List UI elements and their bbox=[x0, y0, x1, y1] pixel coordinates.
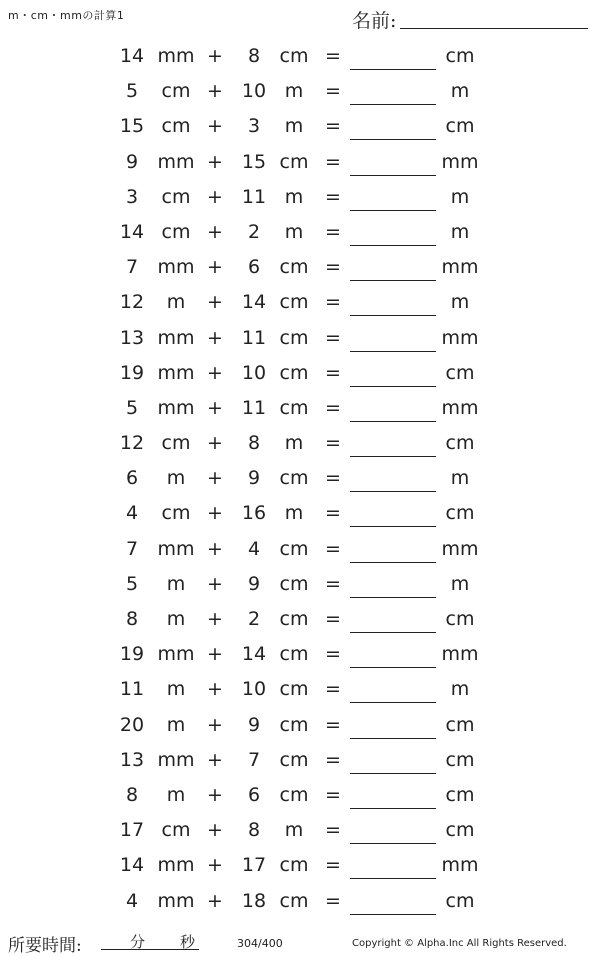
second-unit: m bbox=[284, 185, 304, 208]
problem-row bbox=[0, 778, 600, 813]
second-number: 10 bbox=[241, 678, 267, 701]
second-number: 15 bbox=[241, 150, 267, 173]
second-number: 9 bbox=[247, 467, 261, 490]
plus-sign: + bbox=[207, 361, 223, 384]
equals-sign: = bbox=[325, 819, 341, 842]
plus-sign: + bbox=[207, 80, 223, 103]
problem-row bbox=[0, 426, 600, 461]
page-number: 304/400 bbox=[237, 937, 283, 950]
equals-sign: = bbox=[325, 361, 341, 384]
first-unit: mm bbox=[157, 643, 195, 666]
result-unit: cm bbox=[445, 432, 475, 455]
first-unit: m bbox=[166, 467, 186, 490]
answer-blank[interactable] bbox=[350, 573, 436, 598]
answer-blank[interactable] bbox=[350, 397, 436, 422]
second-unit: cm bbox=[279, 678, 309, 701]
answer-blank[interactable] bbox=[350, 749, 436, 774]
plus-sign: + bbox=[207, 713, 223, 736]
result-unit: m bbox=[450, 467, 470, 490]
second-unit: cm bbox=[279, 889, 309, 912]
result-unit: cm bbox=[445, 115, 475, 138]
second-unit: m bbox=[284, 432, 304, 455]
second-number: 11 bbox=[241, 396, 267, 419]
minutes-label: 分 bbox=[130, 933, 146, 951]
result-unit: mm bbox=[441, 854, 479, 877]
first-number: 13 bbox=[119, 748, 145, 771]
result-unit: mm bbox=[441, 396, 479, 419]
first-unit: mm bbox=[157, 361, 195, 384]
second-unit: cm bbox=[279, 537, 309, 560]
plus-sign: + bbox=[207, 854, 223, 877]
first-unit: cm bbox=[161, 80, 191, 103]
second-number: 6 bbox=[247, 256, 261, 279]
first-number: 19 bbox=[119, 361, 145, 384]
result-unit: cm bbox=[445, 45, 475, 67]
first-unit: mm bbox=[157, 150, 195, 173]
plus-sign: + bbox=[207, 396, 223, 419]
first-unit: cm bbox=[161, 432, 191, 455]
first-number: 5 bbox=[125, 80, 139, 103]
equals-sign: = bbox=[325, 643, 341, 666]
second-number: 9 bbox=[247, 713, 261, 736]
plus-sign: + bbox=[207, 291, 223, 314]
result-unit: cm bbox=[445, 361, 475, 384]
plus-sign: + bbox=[207, 220, 223, 243]
equals-sign: = bbox=[325, 45, 341, 67]
first-number: 4 bbox=[125, 502, 139, 525]
equals-sign: = bbox=[325, 748, 341, 771]
answer-blank[interactable] bbox=[350, 221, 436, 246]
first-unit: cm bbox=[161, 220, 191, 243]
result-unit: m bbox=[450, 572, 470, 595]
second-unit: cm bbox=[279, 748, 309, 771]
result-unit: m bbox=[450, 678, 470, 701]
plus-sign: + bbox=[207, 432, 223, 455]
first-unit: cm bbox=[161, 819, 191, 842]
plus-sign: + bbox=[207, 608, 223, 630]
second-unit: cm bbox=[279, 291, 309, 314]
result-unit: cm bbox=[445, 608, 475, 630]
second-number: 6 bbox=[247, 783, 261, 806]
first-unit: cm bbox=[161, 502, 191, 525]
equals-sign: = bbox=[325, 678, 341, 701]
second-number: 8 bbox=[247, 819, 261, 842]
plus-sign: + bbox=[207, 185, 223, 208]
result-unit: m bbox=[450, 185, 470, 208]
plus-sign: + bbox=[207, 115, 223, 138]
second-number: 10 bbox=[241, 80, 267, 103]
equals-sign: = bbox=[325, 608, 341, 630]
second-unit: cm bbox=[279, 150, 309, 173]
equals-sign: = bbox=[325, 256, 341, 279]
first-unit: m bbox=[166, 291, 186, 314]
problem-row bbox=[0, 285, 600, 320]
answer-blank[interactable] bbox=[350, 819, 436, 844]
result-unit: mm bbox=[441, 537, 479, 560]
result-unit: m bbox=[450, 291, 470, 314]
problem-row bbox=[0, 461, 600, 496]
first-unit: mm bbox=[157, 256, 195, 279]
first-number: 17 bbox=[119, 819, 145, 842]
result-unit: cm bbox=[445, 748, 475, 771]
equals-sign: = bbox=[325, 326, 341, 349]
result-unit: mm bbox=[441, 326, 479, 349]
second-number: 4 bbox=[247, 537, 261, 560]
first-unit: mm bbox=[157, 854, 195, 877]
equals-sign: = bbox=[325, 502, 341, 525]
answer-blank[interactable] bbox=[350, 115, 436, 140]
result-unit: cm bbox=[445, 502, 475, 525]
first-unit: mm bbox=[157, 537, 195, 560]
problem-row bbox=[0, 321, 600, 356]
second-unit: cm bbox=[279, 326, 309, 349]
second-number: 2 bbox=[247, 608, 261, 630]
first-number: 12 bbox=[119, 291, 145, 314]
second-unit: cm bbox=[279, 572, 309, 595]
second-number: 10 bbox=[241, 361, 267, 384]
first-unit: mm bbox=[157, 396, 195, 419]
equals-sign: = bbox=[325, 572, 341, 595]
problem-row bbox=[0, 391, 600, 426]
result-unit: cm bbox=[445, 819, 475, 842]
copyright-notice: Copyright © Alpha.Inc All Rights Reserved. bbox=[352, 938, 567, 949]
problem-row bbox=[0, 602, 600, 637]
answer-blank[interactable] bbox=[350, 502, 436, 527]
second-number: 11 bbox=[241, 326, 267, 349]
equals-sign: = bbox=[325, 854, 341, 877]
first-unit: mm bbox=[157, 326, 195, 349]
equals-sign: = bbox=[325, 783, 341, 806]
plus-sign: + bbox=[207, 150, 223, 173]
answer-blank[interactable] bbox=[350, 643, 436, 668]
problem-row bbox=[0, 250, 600, 285]
equals-sign: = bbox=[325, 537, 341, 560]
second-unit: cm bbox=[279, 608, 309, 630]
problem-row bbox=[0, 109, 600, 144]
second-unit: cm bbox=[279, 783, 309, 806]
plus-sign: + bbox=[207, 467, 223, 490]
first-number: 8 bbox=[125, 608, 139, 630]
second-number: 11 bbox=[241, 185, 267, 208]
second-unit: m bbox=[284, 115, 304, 138]
second-unit: cm bbox=[279, 467, 309, 490]
plus-sign: + bbox=[207, 45, 223, 67]
problem-row bbox=[0, 672, 600, 707]
first-number: 15 bbox=[119, 115, 145, 138]
problem-row bbox=[0, 708, 600, 743]
second-number: 2 bbox=[247, 220, 261, 243]
first-unit: m bbox=[166, 572, 186, 595]
first-number: 3 bbox=[125, 185, 139, 208]
second-number: 14 bbox=[241, 643, 267, 666]
problem-row bbox=[0, 74, 600, 109]
first-number: 11 bbox=[119, 678, 145, 701]
first-unit: cm bbox=[161, 115, 191, 138]
first-unit: mm bbox=[157, 748, 195, 771]
answer-blank[interactable] bbox=[350, 291, 436, 316]
plus-sign: + bbox=[207, 643, 223, 666]
problem-row bbox=[0, 567, 600, 602]
first-number: 7 bbox=[125, 537, 139, 560]
answer-blank[interactable] bbox=[350, 784, 436, 809]
first-unit: m bbox=[166, 783, 186, 806]
answer-blank[interactable] bbox=[350, 854, 436, 879]
first-number: 14 bbox=[119, 220, 145, 243]
equals-sign: = bbox=[325, 80, 341, 103]
answer-blank[interactable] bbox=[350, 608, 436, 633]
second-number: 9 bbox=[247, 572, 261, 595]
first-number: 4 bbox=[125, 889, 139, 912]
first-number: 20 bbox=[119, 713, 145, 736]
second-number: 8 bbox=[247, 432, 261, 455]
answer-blank[interactable] bbox=[350, 256, 436, 281]
result-unit: cm bbox=[445, 889, 475, 912]
first-number: 5 bbox=[125, 396, 139, 419]
first-unit: mm bbox=[157, 889, 195, 912]
equals-sign: = bbox=[325, 467, 341, 490]
equals-sign: = bbox=[325, 396, 341, 419]
second-unit: cm bbox=[279, 256, 309, 279]
equals-sign: = bbox=[325, 713, 341, 736]
second-unit: cm bbox=[279, 854, 309, 877]
result-unit: m bbox=[450, 80, 470, 103]
problem-row bbox=[0, 180, 600, 215]
second-unit: cm bbox=[279, 396, 309, 419]
second-number: 8 bbox=[247, 45, 261, 67]
time-taken-label: 所要時間: bbox=[8, 936, 82, 956]
name-underline[interactable] bbox=[400, 28, 588, 29]
plus-sign: + bbox=[207, 326, 223, 349]
second-number: 16 bbox=[241, 502, 267, 525]
equals-sign: = bbox=[325, 220, 341, 243]
first-number: 5 bbox=[125, 572, 139, 595]
answer-blank[interactable] bbox=[350, 45, 436, 70]
first-unit: m bbox=[166, 713, 186, 736]
plus-sign: + bbox=[207, 256, 223, 279]
result-unit: mm bbox=[441, 643, 479, 666]
first-number: 13 bbox=[119, 326, 145, 349]
answer-blank[interactable] bbox=[350, 327, 436, 352]
problem-row bbox=[0, 884, 600, 919]
first-number: 12 bbox=[119, 432, 145, 455]
equals-sign: = bbox=[325, 115, 341, 138]
second-number: 18 bbox=[241, 889, 267, 912]
answer-blank[interactable] bbox=[350, 362, 436, 387]
first-number: 7 bbox=[125, 256, 139, 279]
answer-blank[interactable] bbox=[350, 467, 436, 492]
result-unit: m bbox=[450, 220, 470, 243]
first-unit: m bbox=[166, 678, 186, 701]
first-number: 14 bbox=[119, 854, 145, 877]
equals-sign: = bbox=[325, 432, 341, 455]
equals-sign: = bbox=[325, 889, 341, 912]
plus-sign: + bbox=[207, 889, 223, 912]
problem-row bbox=[0, 848, 600, 883]
second-unit: cm bbox=[279, 361, 309, 384]
answer-blank[interactable] bbox=[350, 538, 436, 563]
first-number: 6 bbox=[125, 467, 139, 490]
second-unit: m bbox=[284, 819, 304, 842]
name-field[interactable] bbox=[352, 6, 592, 32]
answer-blank[interactable] bbox=[350, 186, 436, 211]
problem-row bbox=[0, 743, 600, 778]
answer-blank[interactable] bbox=[350, 80, 436, 105]
problem-row bbox=[0, 215, 600, 250]
first-number: 8 bbox=[125, 783, 139, 806]
second-unit: cm bbox=[279, 45, 309, 67]
plus-sign: + bbox=[207, 748, 223, 771]
first-number: 14 bbox=[119, 45, 145, 67]
equals-sign: = bbox=[325, 185, 341, 208]
problem-row bbox=[0, 496, 600, 531]
plus-sign: + bbox=[207, 783, 223, 806]
first-unit: mm bbox=[157, 45, 195, 67]
plus-sign: + bbox=[207, 502, 223, 525]
answer-blank[interactable] bbox=[350, 678, 436, 703]
first-number: 19 bbox=[119, 643, 145, 666]
problem-row bbox=[0, 813, 600, 848]
plus-sign: + bbox=[207, 572, 223, 595]
plus-sign: + bbox=[207, 819, 223, 842]
first-number: 9 bbox=[125, 150, 139, 173]
problem-row bbox=[0, 637, 600, 672]
name-label: 名前: bbox=[352, 10, 397, 32]
problem-row bbox=[0, 356, 600, 391]
problem-row bbox=[0, 145, 600, 180]
equals-sign: = bbox=[325, 150, 341, 173]
second-unit: cm bbox=[279, 713, 309, 736]
result-unit: mm bbox=[441, 256, 479, 279]
equals-sign: = bbox=[325, 291, 341, 314]
second-number: 3 bbox=[247, 115, 261, 138]
problem-list bbox=[0, 39, 600, 919]
second-number: 17 bbox=[241, 854, 267, 877]
second-unit: m bbox=[284, 80, 304, 103]
answer-blank[interactable] bbox=[350, 432, 436, 457]
result-unit: cm bbox=[445, 783, 475, 806]
problem-row bbox=[0, 39, 600, 74]
second-unit: m bbox=[284, 502, 304, 525]
answer-blank[interactable] bbox=[350, 890, 436, 915]
second-unit: cm bbox=[279, 643, 309, 666]
seconds-label: 秒 bbox=[180, 933, 196, 951]
first-unit: cm bbox=[161, 185, 191, 208]
plus-sign: + bbox=[207, 537, 223, 560]
second-unit: m bbox=[284, 220, 304, 243]
second-number: 7 bbox=[247, 748, 261, 771]
worksheet-title: m・cm・mmの計算1 bbox=[8, 9, 125, 22]
answer-blank[interactable] bbox=[350, 714, 436, 739]
result-unit: cm bbox=[445, 713, 475, 736]
second-number: 14 bbox=[241, 291, 267, 314]
answer-blank[interactable] bbox=[350, 151, 436, 176]
problem-row bbox=[0, 532, 600, 567]
first-unit: m bbox=[166, 608, 186, 630]
result-unit: mm bbox=[441, 150, 479, 173]
plus-sign: + bbox=[207, 678, 223, 701]
